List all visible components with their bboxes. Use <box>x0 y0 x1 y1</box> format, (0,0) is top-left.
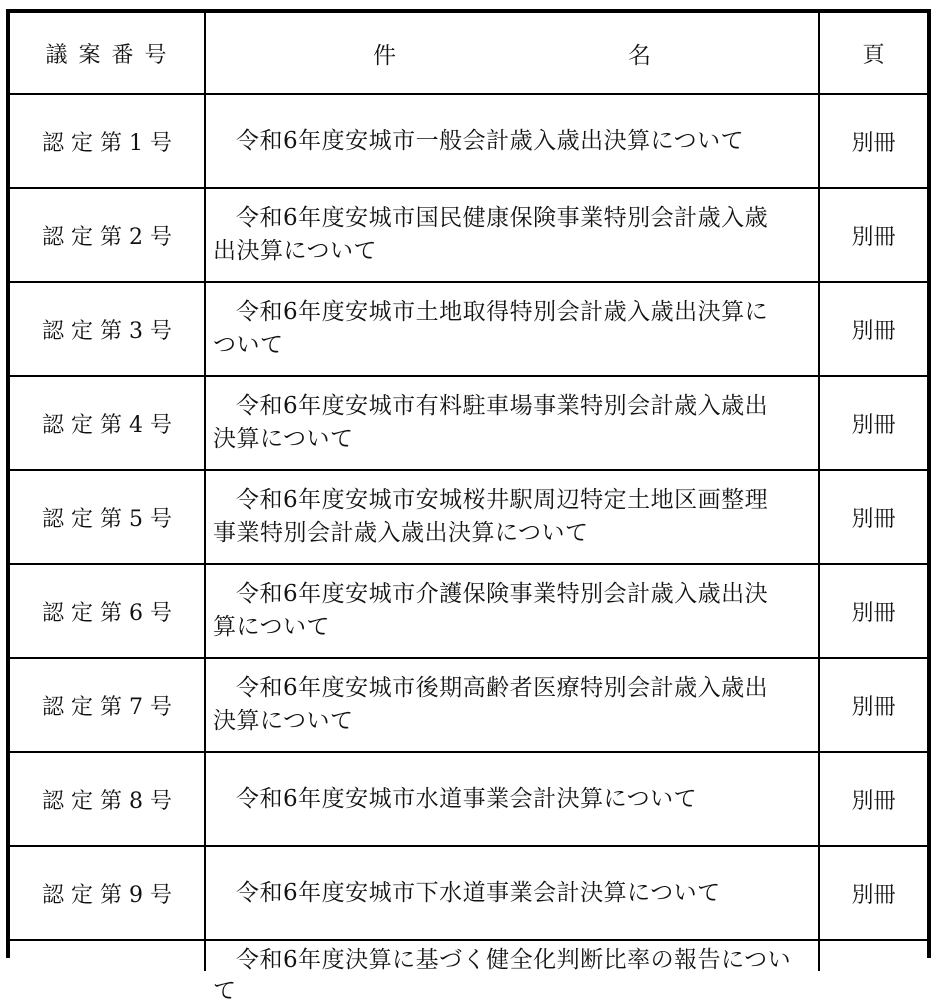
bill-number-cell <box>10 941 206 971</box>
page-cell: 別冊 <box>851 882 896 908</box>
page-cell: 別冊 <box>851 130 896 156</box>
table-row <box>10 565 927 659</box>
bill-number-cell: 認 定 第 6 号 <box>10 565 206 657</box>
title-line: 令和6年度安城市有料駐車場事業特別会計歳入歳出 <box>236 393 769 419</box>
title-cell <box>206 471 820 563</box>
table-row <box>10 377 927 471</box>
title-cell <box>206 189 820 281</box>
title-line: 令和6年度安城市介護保険事業特別会計歳入歳出決 <box>236 581 769 607</box>
title-line: 出決算について <box>213 238 378 264</box>
table-row <box>10 659 927 753</box>
page-cell: 別冊 <box>851 224 896 250</box>
page-cell: 別冊 <box>851 506 896 532</box>
title-cell <box>206 565 820 657</box>
bill-number-cell: 認 定 第 3 号 <box>10 283 206 375</box>
page-cell: 別冊 <box>851 318 896 344</box>
bill-number-cell: 認 定 第 1 号 <box>10 95 206 187</box>
table-row <box>10 753 927 847</box>
header-bill-number: 議 案 番 号 <box>10 13 206 93</box>
bill-number-cell: 認 定 第 2 号 <box>10 189 206 281</box>
title-line: 令和6年度安城市一般会計歳入歳出決算について <box>236 127 745 154</box>
header-title-right-char: 名 <box>628 42 651 69</box>
page-cell: 別冊 <box>851 600 896 626</box>
title-cell <box>206 941 820 1004</box>
agenda-table-body <box>10 95 927 1004</box>
title-line: 令和6年度安城市国民健康保険事業特別会計歳入歳 <box>236 205 769 231</box>
title-line: ついて <box>213 332 284 358</box>
title-cell <box>206 847 820 939</box>
bill-number-cell: 認 定 第 8 号 <box>10 753 206 845</box>
title-cell <box>206 377 820 469</box>
table-row-partial <box>10 941 927 1004</box>
title-cell <box>206 283 820 375</box>
table-row <box>10 283 927 377</box>
table-row <box>10 471 927 565</box>
title-line: 令和6年度決算に基づく健全化判断比率の報告について <box>213 947 792 1004</box>
header-title <box>206 13 820 93</box>
title-line: 令和6年度安城市下水道事業会計決算について <box>236 879 721 906</box>
page-cell: 別冊 <box>851 694 896 720</box>
bill-number-cell: 認 定 第 9 号 <box>10 847 206 939</box>
page-cell <box>820 941 927 971</box>
title-line: 決算について <box>213 708 354 734</box>
table-header-row <box>10 13 927 95</box>
table-row <box>10 189 927 283</box>
title-line: 算について <box>213 614 331 640</box>
page-cell: 別冊 <box>851 788 896 814</box>
table-row <box>10 847 927 941</box>
agenda-table <box>6 9 931 1004</box>
title-line: 令和6年度安城市水道事業会計決算について <box>236 785 698 812</box>
bill-number-cell: 認 定 第 4 号 <box>10 377 206 469</box>
title-cell <box>206 95 820 187</box>
title-line: 決算について <box>213 426 354 452</box>
header-title-left-char: 件 <box>373 42 396 69</box>
bill-number-cell: 認 定 第 5 号 <box>10 471 206 563</box>
page-cell: 別冊 <box>851 412 896 438</box>
table-row <box>10 95 927 189</box>
header-page: 頁 <box>862 42 885 68</box>
title-line: 令和6年度安城市土地取得特別会計歳入歳出決算に <box>236 299 769 325</box>
bill-number-cell: 認 定 第 7 号 <box>10 659 206 751</box>
title-cell <box>206 659 820 751</box>
title-line: 事業特別会計歳入歳出決算について <box>213 520 589 546</box>
title-line: 令和6年度安城市安城桜井駅周辺特定土地区画整理 <box>236 487 769 513</box>
title-cell <box>206 753 820 845</box>
title-line: 令和6年度安城市後期高齢者医療特別会計歳入歳出 <box>236 675 769 701</box>
